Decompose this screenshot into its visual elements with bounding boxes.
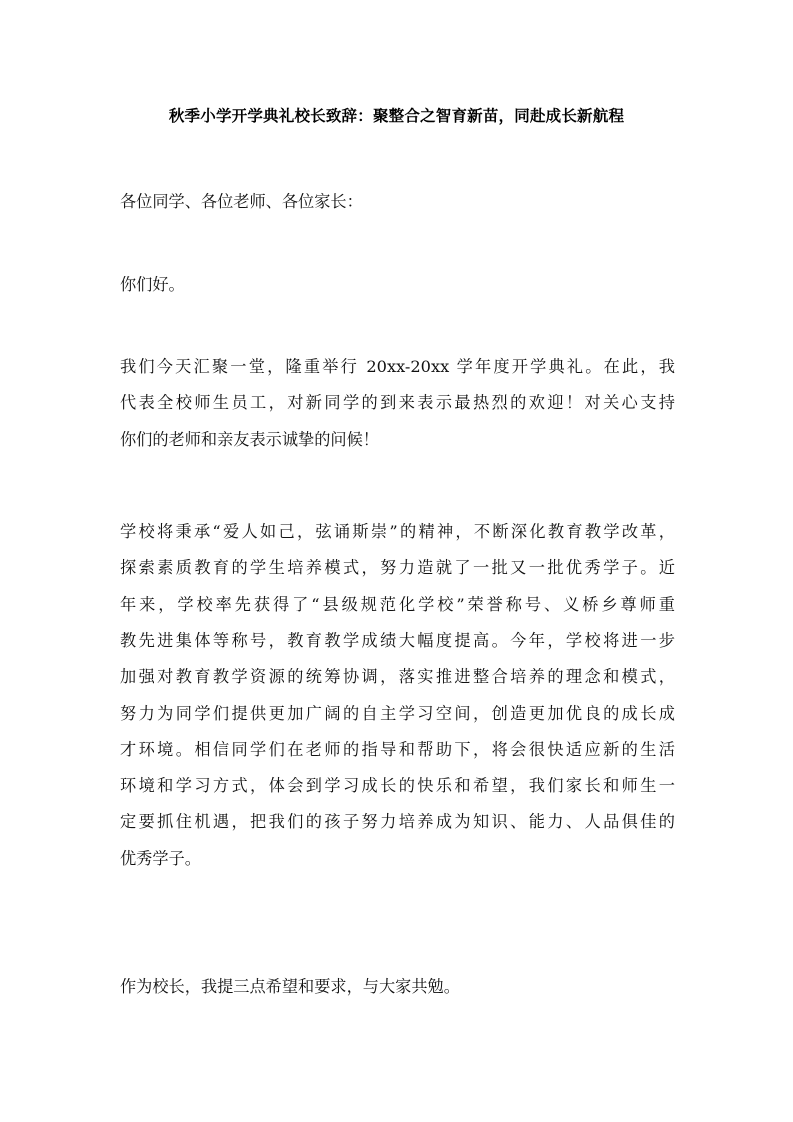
- paragraph-line: 才环境。相信同学们在老师的指导和帮助下，将会很快适应新的生活: [120, 740, 675, 759]
- paragraph-line: 探索素质教育的学生培养模式，努力造就了一批又一批优秀学子。近: [120, 558, 675, 577]
- paragraph-line: 优秀学子。: [120, 849, 201, 868]
- paragraph-line: 环境和学习方式，体会到学习成长的快乐和希望，我们家长和师生一: [120, 776, 675, 795]
- paragraph-line: 教先进集体等称号，教育教学成绩大幅度提高。今年，学校将进一步: [120, 631, 675, 650]
- paragraph-line: 我们今天汇聚一堂，隆重举行 20xx-20xx 学年度开学典礼。在此，我: [120, 357, 675, 376]
- paragraph-line: 学校将秉承“爱人如己，弦诵斯崇”的精神，不断深化教育教学改革，: [120, 522, 675, 541]
- paragraph-line: 年来，学校率先获得了“县级规范化学校”荣誉称号、义桥乡尊师重: [120, 595, 675, 614]
- paragraph-line: 加强对教育教学资源的统筹协调，落实推进整合培养的理念和模式，: [120, 667, 675, 686]
- document-title: 秋季小学开学典礼校长致辞：聚整合之智育新苗，同赴成长新航程: [168, 107, 625, 125]
- paragraph-line: 你们的老师和亲友表示诚挚的问候！: [120, 430, 379, 449]
- paragraph-line: 代表全校师生员工，对新同学的到来表示最热烈的欢迎！对关心支持: [120, 393, 675, 412]
- greeting: 你们好。: [120, 275, 185, 294]
- paragraph-line: 作为校长，我提三点希望和要求，与大家共勉。: [120, 977, 460, 996]
- salutation: 各位同学、各位老师、各位家长：: [120, 192, 363, 211]
- paragraph-line: 定要抓住机遇，把我们的孩子努力培养成为知识、能力、人品俱佳的: [120, 812, 675, 831]
- paragraph-line: 努力为同学们提供更加广阔的自主学习空间，创造更加优良的成长成: [120, 704, 675, 723]
